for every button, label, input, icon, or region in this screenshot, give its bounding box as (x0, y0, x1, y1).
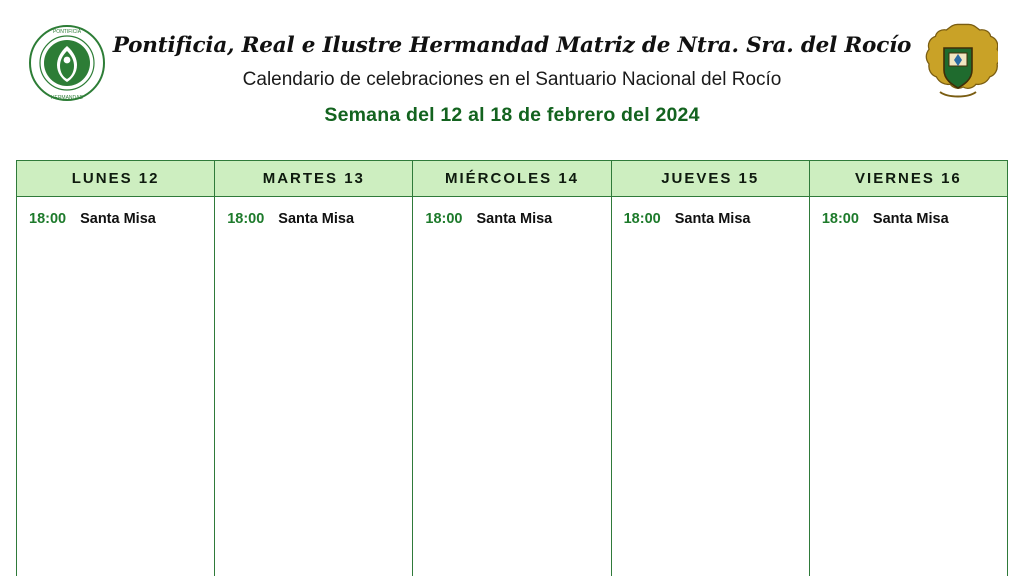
event-time: 18:00 (29, 211, 67, 227)
hermandad-seal-icon (28, 24, 106, 102)
coat-of-arms-icon (918, 18, 998, 110)
event-title: Santa Misa (674, 211, 751, 227)
day-events (17, 197, 214, 576)
day-header: MARTES 13 (215, 161, 412, 197)
event-time: 18:00 (227, 211, 265, 227)
day-column-friday (810, 161, 1008, 576)
week-range-label: Semana del 12 al 18 de febrero del 2024 (324, 103, 700, 126)
day-events (215, 197, 412, 576)
page-header (0, 0, 1024, 150)
event-item[interactable] (810, 211, 1007, 227)
day-events (612, 197, 809, 576)
event-time: 18:00 (821, 211, 859, 227)
day-header: MIÉRCOLES 14 (413, 161, 610, 197)
day-column-tuesday (215, 161, 413, 576)
day-header: LUNES 12 (17, 161, 214, 197)
event-item[interactable] (215, 211, 412, 227)
event-title: Santa Misa (872, 211, 949, 227)
weekly-calendar-grid (16, 160, 1008, 576)
day-column-wednesday (413, 161, 611, 576)
day-header: JUEVES 15 (612, 161, 809, 197)
event-title: Santa Misa (278, 211, 355, 227)
day-header: VIERNES 16 (810, 161, 1007, 197)
day-events (810, 197, 1007, 576)
event-time: 18:00 (623, 211, 661, 227)
page-subtitle: Calendario de celebraciones en el Santuario Nacional del Rocío (242, 68, 782, 90)
event-item[interactable] (413, 211, 610, 227)
event-title: Santa Misa (476, 211, 553, 227)
svg-text:HERMANDAD: HERMANDAD (50, 95, 84, 101)
event-item[interactable] (17, 211, 214, 227)
event-title: Santa Misa (80, 211, 156, 227)
page-title: Pontificia, Real e Ilustre Hermandad Matriz de Ntra. Sra. del Rocío (112, 33, 912, 58)
day-column-monday (16, 161, 215, 576)
header-titles (0, 0, 1024, 127)
event-time: 18:00 (425, 211, 463, 227)
svg-text:PONTIFICIA: PONTIFICIA (52, 29, 82, 35)
event-item[interactable] (612, 211, 809, 227)
day-column-thursday (612, 161, 810, 576)
day-events (413, 197, 610, 576)
